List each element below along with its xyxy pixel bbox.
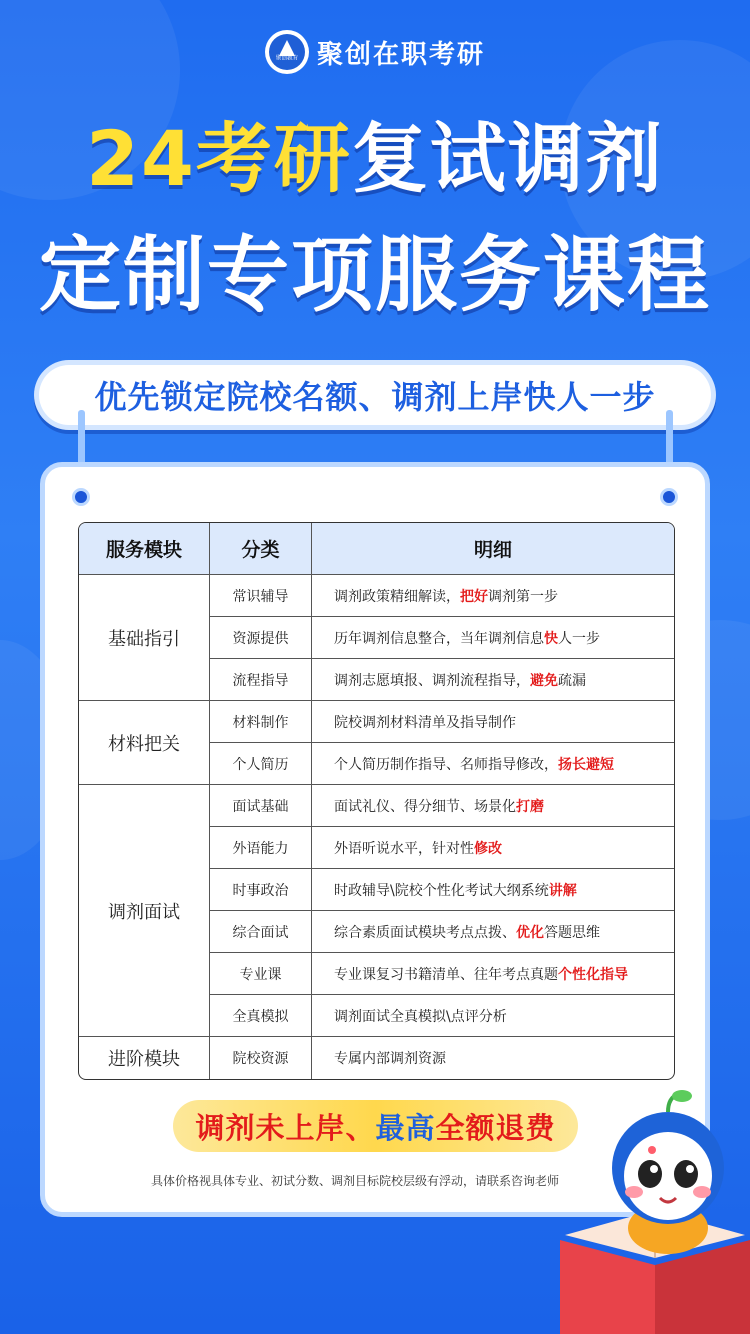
hanger-dot-right <box>660 488 678 506</box>
detail-text: 面试礼仪、得分细节、场景化 <box>334 798 516 815</box>
tagline-banner <box>34 360 716 430</box>
detail-highlight: 优化 <box>516 924 544 941</box>
title-main: 复试调剂 <box>351 114 664 203</box>
detail-cell <box>312 701 674 743</box>
detail-text: 外语听说水平，针对性 <box>334 840 474 857</box>
tagline-text: 优先锁定院校名额、调剂上岸快人一步 <box>39 365 711 425</box>
logo-mark-text: 聚创教育 <box>275 54 299 62</box>
category-cell: 面试基础 <box>210 785 312 827</box>
detail-cell <box>312 617 674 659</box>
category-cell: 流程指导 <box>210 659 312 701</box>
detail-text: 答题思维 <box>544 924 600 941</box>
category-cell: 常识辅导 <box>210 575 312 617</box>
title-highlight: 24考研 <box>86 114 352 203</box>
detail-cell <box>312 911 674 953</box>
detail-text: 历年调剂信息整合，当年调剂信息 <box>334 630 544 647</box>
detail-text: 调剂志愿填报、调剂流程指导， <box>334 672 530 689</box>
category-cell: 综合面试 <box>210 911 312 953</box>
table-header-row <box>79 523 674 575</box>
detail-text: 调剂面试全真模拟\点评分析 <box>334 1008 507 1025</box>
refund-text-blue: 最高 <box>375 1110 436 1145</box>
table-row <box>79 1037 674 1079</box>
detail-highlight: 扬长避短 <box>558 756 614 773</box>
category-cell: 资源提供 <box>210 617 312 659</box>
mascot-with-book-icon <box>560 1090 750 1334</box>
page-title-line2: 定制专项服务课程 <box>38 228 711 323</box>
detail-text: 院校调剂材料清单及指导制作 <box>334 714 516 731</box>
category-cell: 院校资源 <box>210 1037 312 1079</box>
header-detail: 明细 <box>312 523 674 575</box>
detail-cell <box>312 659 674 701</box>
detail-highlight: 把好 <box>460 588 488 605</box>
detail-cell <box>312 575 674 617</box>
detail-cell <box>312 995 674 1037</box>
header-category: 分类 <box>210 523 312 575</box>
detail-cell <box>312 827 674 869</box>
hanger-dot-left <box>72 488 90 506</box>
detail-cell <box>312 869 674 911</box>
refund-text: 调剂未上岸、 <box>195 1110 376 1145</box>
detail-highlight: 修改 <box>474 840 502 857</box>
tower-logo-icon <box>265 30 309 74</box>
detail-highlight: 避免 <box>530 672 558 689</box>
detail-cell <box>312 785 674 827</box>
pricing-note: 具体价格视具体专业、初试分数、调剂目标院校层级有浮动，请联系咨询老师 <box>150 1174 559 1188</box>
module-cell: 材料把关 <box>79 701 210 785</box>
detail-text: 专属内部调剂资源 <box>334 1051 446 1067</box>
detail-text: 综合素质面试模块考点点拨、 <box>334 924 516 941</box>
refund-text: 全额退费 <box>435 1110 556 1145</box>
detail-text: 专业课复习书籍清单、往年考点真题 <box>334 966 558 983</box>
detail-text: 调剂政策精细解读， <box>334 588 460 605</box>
category-cell: 个人简历 <box>210 743 312 785</box>
detail-cell <box>312 953 674 995</box>
service-table <box>78 522 675 1080</box>
table-row <box>79 701 674 743</box>
category-cell: 全真模拟 <box>210 995 312 1037</box>
detail-cell <box>312 1037 674 1079</box>
module-cell: 基础指引 <box>79 575 210 701</box>
detail-text: 疏漏 <box>558 672 586 689</box>
header-module: 服务模块 <box>79 523 210 575</box>
page-title-line1 <box>0 98 750 207</box>
module-cell: 进阶模块 <box>79 1037 210 1079</box>
detail-text: 调剂第一步 <box>488 588 558 605</box>
table-row <box>79 785 674 827</box>
detail-text: 个人简历制作指导、名师指导修改， <box>334 756 558 773</box>
category-cell: 材料制作 <box>210 701 312 743</box>
detail-highlight: 打磨 <box>516 798 544 815</box>
category-cell: 时事政治 <box>210 869 312 911</box>
detail-cell <box>312 743 674 785</box>
detail-highlight: 快 <box>544 630 558 647</box>
detail-highlight: 个性化指导 <box>558 966 628 983</box>
brand-name: 聚创在职考研 <box>316 39 485 70</box>
detail-highlight: 讲解 <box>548 882 577 899</box>
category-cell: 专业课 <box>210 953 312 995</box>
table-row <box>79 575 674 617</box>
detail-text: 时政辅导\院校个性化考试大纲系统 <box>334 882 549 899</box>
refund-banner <box>173 1100 578 1152</box>
detail-text: 人一步 <box>558 630 600 647</box>
category-cell: 外语能力 <box>210 827 312 869</box>
module-cell: 调剂面试 <box>79 785 210 1037</box>
brand-logo <box>0 30 750 74</box>
